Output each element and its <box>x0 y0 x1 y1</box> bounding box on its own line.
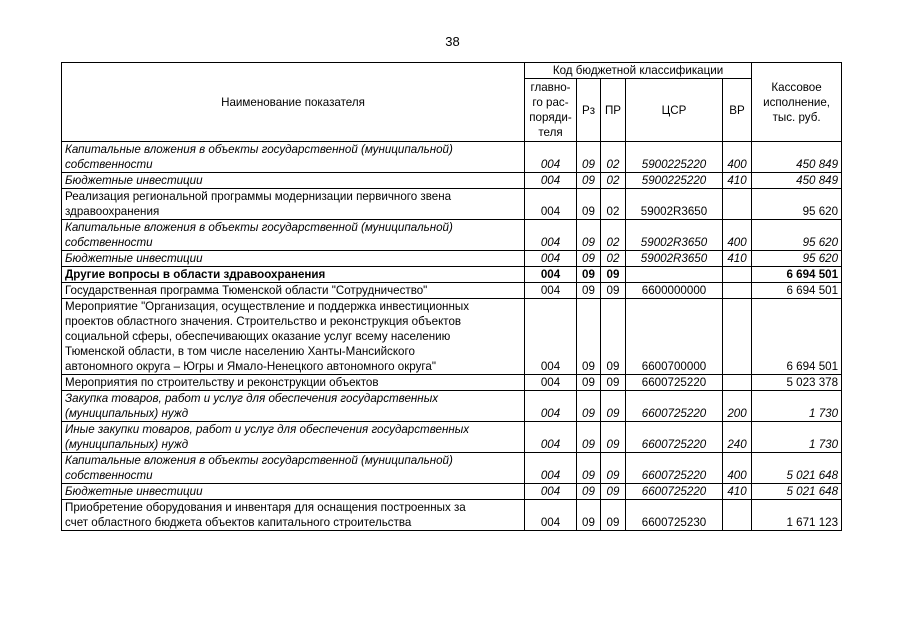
header-csr: ЦСР <box>626 79 723 142</box>
row-csr-code: 6600725220 <box>626 391 723 422</box>
header-amount: Кассовое исполнение, тыс. руб. <box>752 63 842 142</box>
row-pr-code: 02 <box>601 189 626 220</box>
row-pr-code: 09 <box>601 299 626 375</box>
row-name: Бюджетные инвестиции <box>62 484 525 500</box>
row-pr-code: 02 <box>601 220 626 251</box>
row-vr-code: 410 <box>723 173 752 189</box>
row-rz-code: 09 <box>577 283 601 299</box>
row-csr-code: 6600725220 <box>626 375 723 391</box>
row-amount: 450 849 <box>752 173 842 189</box>
row-name: Другие вопросы в области здравоохранения <box>62 267 525 283</box>
row-name: Капитальные вложения в объекты государственной (муниципальной) собственности <box>62 220 525 251</box>
table-row <box>62 299 842 375</box>
table-row <box>62 251 842 267</box>
row-csr-code: 6600725220 <box>626 453 723 484</box>
row-vr-code <box>723 299 752 375</box>
row-csr-code: 6600725220 <box>626 484 723 500</box>
table-row <box>62 500 842 531</box>
row-rz-code: 09 <box>577 375 601 391</box>
header-vr: ВР <box>723 79 752 142</box>
row-amount: 450 849 <box>752 142 842 173</box>
row-rz-code: 09 <box>577 299 601 375</box>
row-rz-code: 09 <box>577 251 601 267</box>
row-amount: 5 021 648 <box>752 453 842 484</box>
table-row <box>62 220 842 251</box>
header-pr: ПР <box>601 79 626 142</box>
row-glava-code: 004 <box>525 484 577 500</box>
row-glava-code: 004 <box>525 453 577 484</box>
row-name: Реализация региональной программы модернизации первичного звена здравоохранения <box>62 189 525 220</box>
row-rz-code: 09 <box>577 500 601 531</box>
row-glava-code: 004 <box>525 283 577 299</box>
row-vr-code <box>723 189 752 220</box>
table-row <box>62 391 842 422</box>
row-amount: 6 694 501 <box>752 299 842 375</box>
row-pr-code: 02 <box>601 251 626 267</box>
row-rz-code: 09 <box>577 267 601 283</box>
row-pr-code: 09 <box>601 500 626 531</box>
row-pr-code: 09 <box>601 422 626 453</box>
row-rz-code: 09 <box>577 422 601 453</box>
row-rz-code: 09 <box>577 142 601 173</box>
row-amount: 1 730 <box>752 422 842 453</box>
row-pr-code: 09 <box>601 484 626 500</box>
table-row <box>62 173 842 189</box>
row-name: Бюджетные инвестиции <box>62 251 525 267</box>
row-csr-code: 59002R3650 <box>626 220 723 251</box>
row-glava-code: 004 <box>525 422 577 453</box>
budget-table <box>61 62 842 531</box>
row-vr-code: 200 <box>723 391 752 422</box>
row-pr-code: 09 <box>601 391 626 422</box>
row-vr-code: 400 <box>723 220 752 251</box>
row-rz-code: 09 <box>577 220 601 251</box>
row-vr-code <box>723 283 752 299</box>
row-rz-code: 09 <box>577 453 601 484</box>
row-glava-code: 004 <box>525 267 577 283</box>
table-row <box>62 142 842 173</box>
table-row <box>62 422 842 453</box>
row-csr-code <box>626 267 723 283</box>
row-glava-code: 004 <box>525 375 577 391</box>
row-vr-code: 400 <box>723 142 752 173</box>
row-csr-code: 59002R3650 <box>626 189 723 220</box>
row-vr-code: 410 <box>723 484 752 500</box>
page-number: 38 <box>445 34 460 49</box>
header-kbk: Код бюджетной классификации <box>525 63 752 79</box>
table-row <box>62 375 842 391</box>
row-glava-code: 004 <box>525 299 577 375</box>
row-name: Мероприятия по строительству и реконструкции объектов <box>62 375 525 391</box>
row-name: Бюджетные инвестиции <box>62 173 525 189</box>
row-pr-code: 02 <box>601 173 626 189</box>
row-csr-code: 5900225220 <box>626 173 723 189</box>
table-row <box>62 484 842 500</box>
table-row <box>62 453 842 484</box>
row-vr-code <box>723 375 752 391</box>
row-glava-code: 004 <box>525 251 577 267</box>
row-pr-code: 09 <box>601 267 626 283</box>
row-vr-code: 400 <box>723 453 752 484</box>
header-glava: главно- го рас- поряди- теля <box>525 79 577 142</box>
row-vr-code <box>723 500 752 531</box>
row-csr-code: 6600700000 <box>626 299 723 375</box>
row-pr-code: 09 <box>601 453 626 484</box>
row-vr-code <box>723 267 752 283</box>
row-glava-code: 004 <box>525 500 577 531</box>
row-glava-code: 004 <box>525 189 577 220</box>
row-rz-code: 09 <box>577 484 601 500</box>
header-name: Наименование показателя <box>62 63 525 142</box>
row-amount: 5 021 648 <box>752 484 842 500</box>
row-name: Закупка товаров, работ и услуг для обеспечения государственных (муниципальных) нужд <box>62 391 525 422</box>
row-amount: 1 671 123 <box>752 500 842 531</box>
row-name: Приобретение оборудования и инвентаря для оснащения построенных за счет областного бюджета объектов капитального строительства <box>62 500 525 531</box>
row-glava-code: 004 <box>525 142 577 173</box>
row-amount: 6 694 501 <box>752 283 842 299</box>
row-csr-code: 5900225220 <box>626 142 723 173</box>
table-header <box>62 63 842 142</box>
row-csr-code: 6600000000 <box>626 283 723 299</box>
row-name: Государственная программа Тюменской области "Сотрудничество" <box>62 283 525 299</box>
row-name: Иные закупки товаров, работ и услуг для обеспечения государственных (муниципальных) нужд <box>62 422 525 453</box>
row-name: Мероприятие "Организация, осуществление и поддержка инвестиционных проектов областного значения. Строительство и реконструкция объектов социальной сферы, обеспечивающих оказание услуг всему населению Тюменской области, в том числе населению Ханты-Мансийского автономного округа – Югры и Ямало-Ненецкого автономного округа" <box>62 299 525 375</box>
row-vr-code: 410 <box>723 251 752 267</box>
row-name: Капитальные вложения в объекты государственной (муниципальной) собственности <box>62 142 525 173</box>
row-rz-code: 09 <box>577 391 601 422</box>
row-pr-code: 09 <box>601 375 626 391</box>
row-amount: 95 620 <box>752 251 842 267</box>
row-amount: 5 023 378 <box>752 375 842 391</box>
row-glava-code: 004 <box>525 391 577 422</box>
row-amount: 95 620 <box>752 189 842 220</box>
row-csr-code: 6600725220 <box>626 422 723 453</box>
table-row <box>62 283 842 299</box>
table-body <box>62 142 842 531</box>
row-vr-code: 240 <box>723 422 752 453</box>
table-row <box>62 189 842 220</box>
table-row <box>62 267 842 283</box>
row-amount: 1 730 <box>752 391 842 422</box>
row-rz-code: 09 <box>577 189 601 220</box>
row-glava-code: 004 <box>525 173 577 189</box>
row-rz-code: 09 <box>577 173 601 189</box>
row-amount: 95 620 <box>752 220 842 251</box>
row-csr-code: 59002R3650 <box>626 251 723 267</box>
row-csr-code: 6600725230 <box>626 500 723 531</box>
row-glava-code: 004 <box>525 220 577 251</box>
row-pr-code: 09 <box>601 283 626 299</box>
header-rz: Рз <box>577 79 601 142</box>
row-name: Капитальные вложения в объекты государственной (муниципальной) собственности <box>62 453 525 484</box>
row-pr-code: 02 <box>601 142 626 173</box>
row-amount: 6 694 501 <box>752 267 842 283</box>
